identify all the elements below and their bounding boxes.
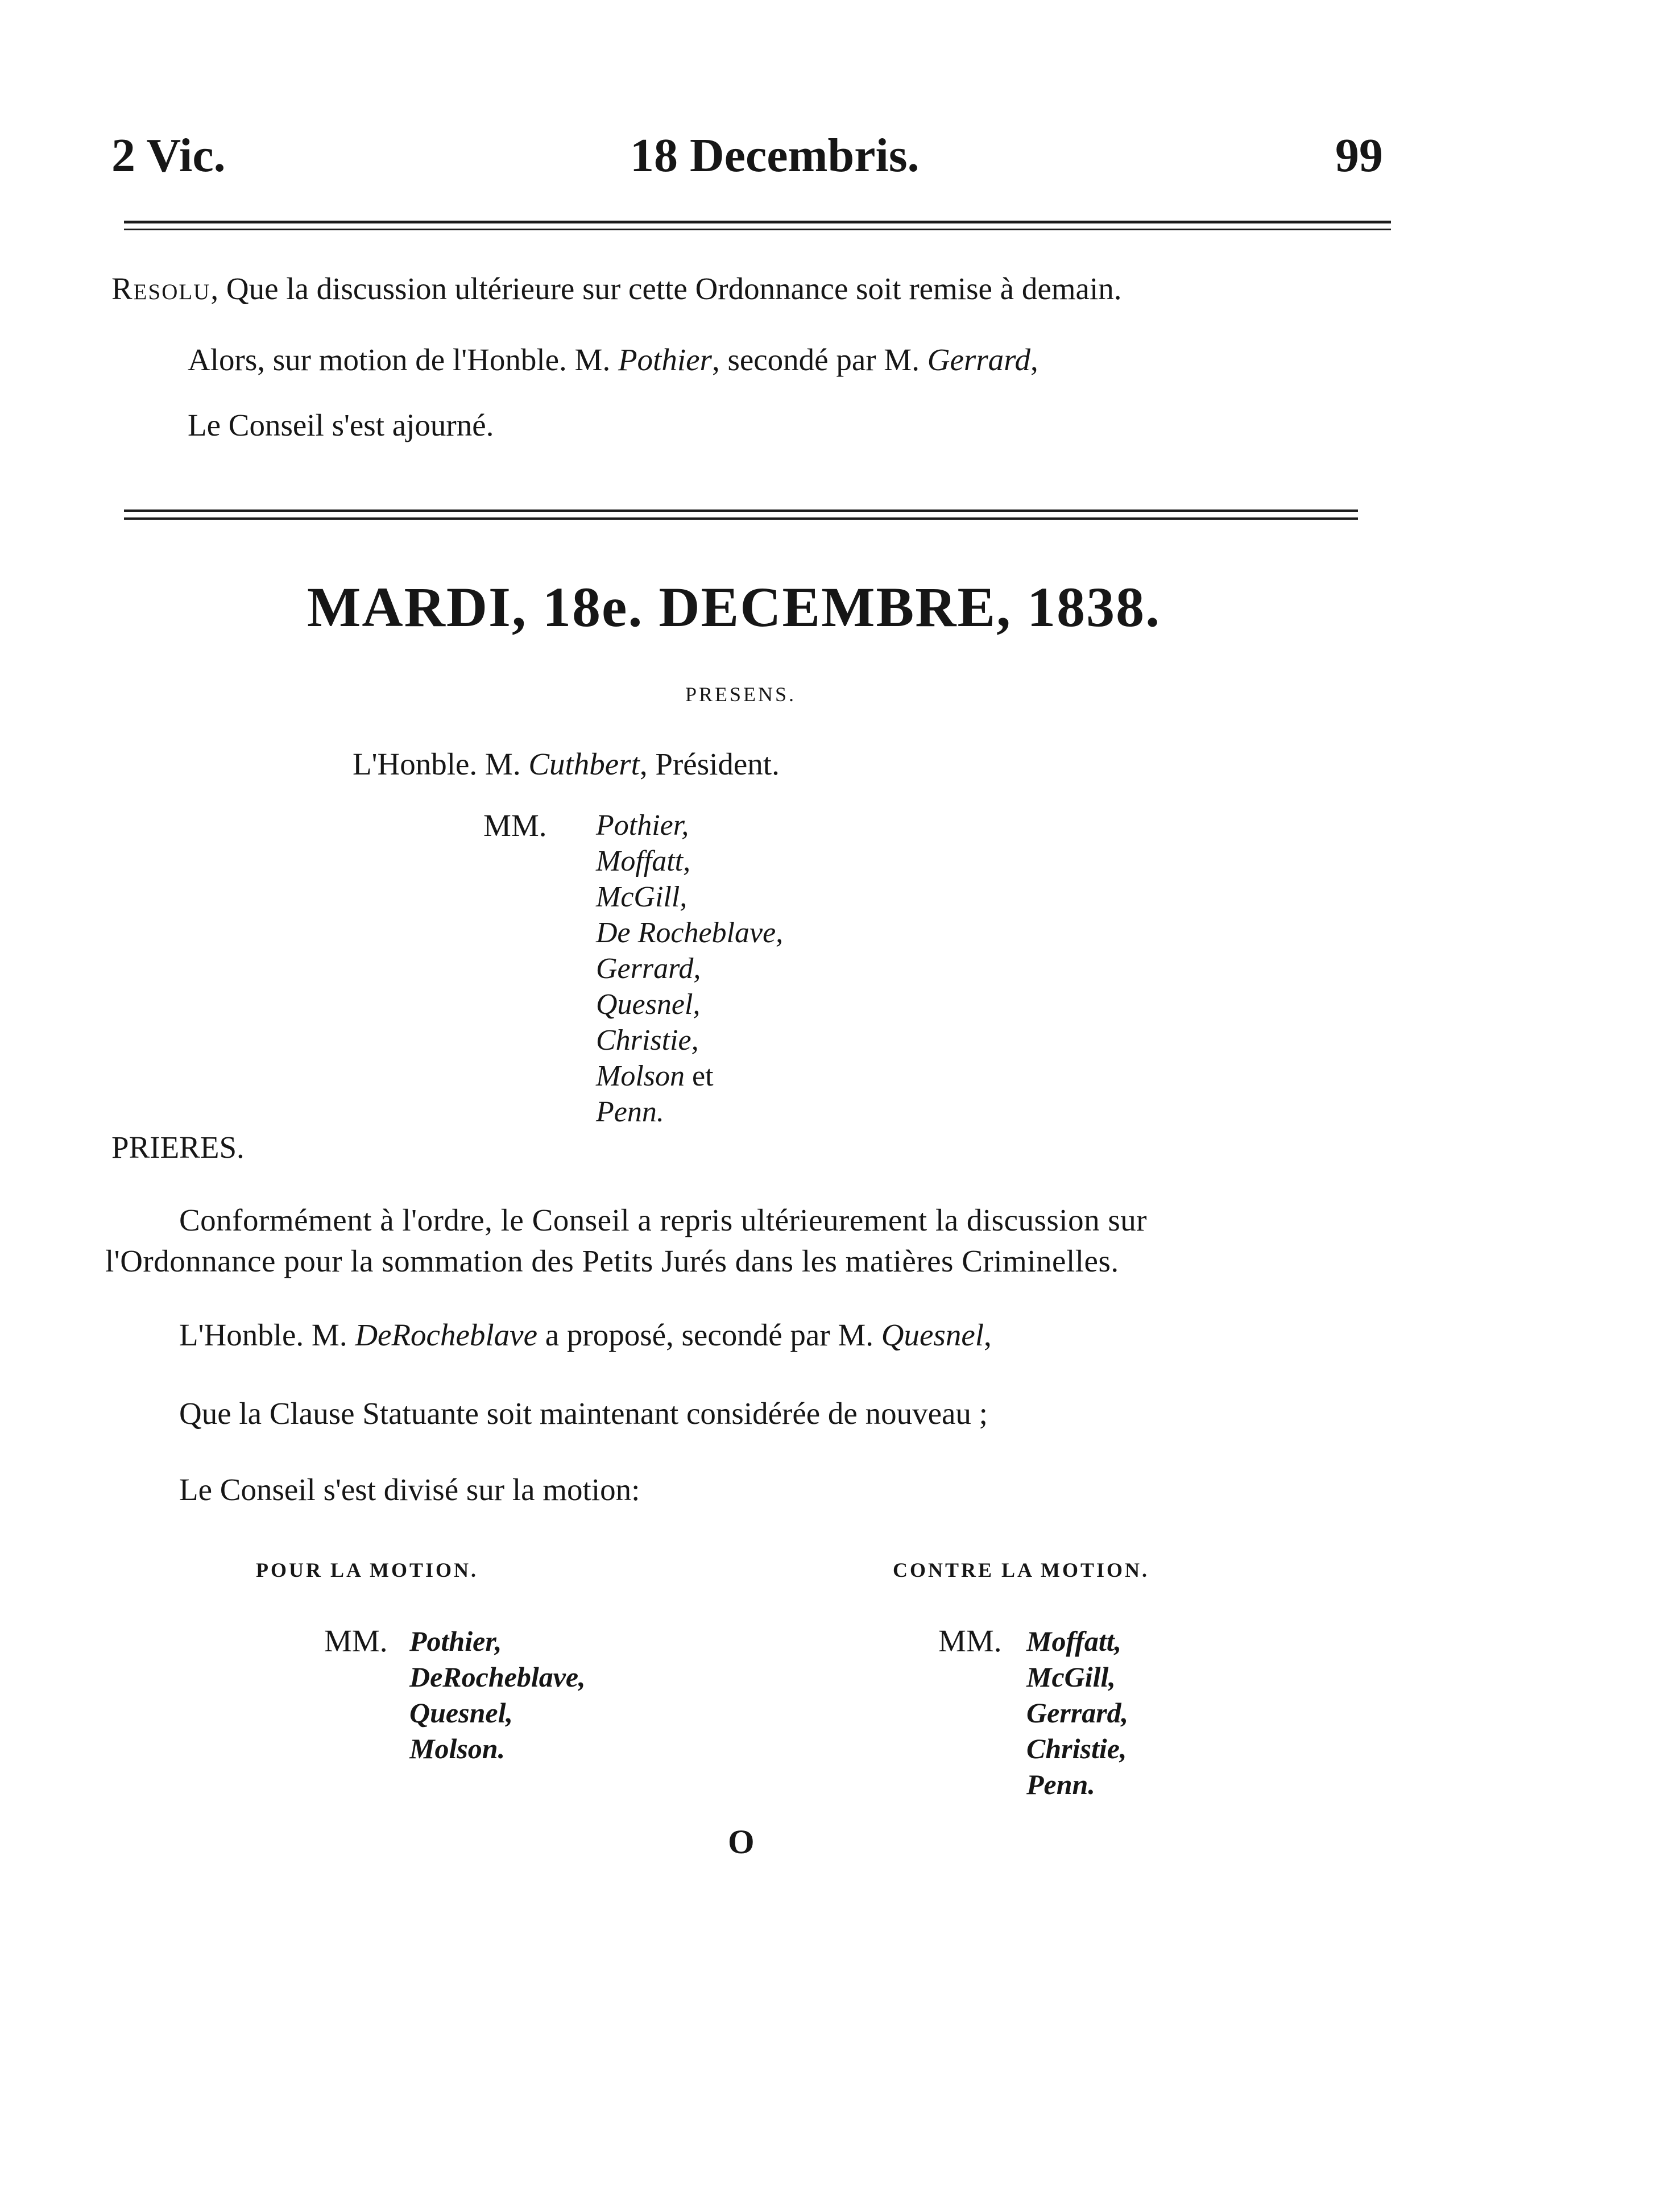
members-connector: et (692, 1060, 714, 1092)
paragraph-3: Que la Clause Statuante soit maintenant considérée de nouveau ; (179, 1396, 988, 1431)
paragraph-4: Le Conseil s'est divisé sur la motion: (179, 1472, 640, 1507)
president-title: , Président. (639, 747, 780, 781)
paragraph-1-line-2: l'Ordonnance pour la sommation des Petits Jurés dans les matières Criminelles. (105, 1244, 1119, 1278)
for-voter-name: Pothier, (409, 1625, 502, 1657)
against-voter-name: Gerrard, (1026, 1697, 1129, 1729)
member-name: De Rocheblave, (596, 917, 784, 949)
against-mm-label: MM. (938, 1623, 1002, 1658)
motion-line (188, 344, 1038, 375)
seconder-name: Gerrard (927, 342, 1031, 377)
member-name-molson: Molson (596, 1060, 685, 1092)
president-prefix: L'Honble. M. (353, 747, 521, 781)
for-motion-heading: POUR LA MOTION. (256, 1559, 479, 1581)
member-name: Christie, (596, 1024, 699, 1057)
against-voter-name: Moffatt, (1026, 1625, 1122, 1657)
against-motion-list (1026, 1623, 1128, 1803)
member-name: McGill, (596, 881, 688, 913)
resolved-text: , Que la discussion ultérieure sur cette Ordonnance soit remise à demain. (210, 271, 1122, 306)
header-date: 18 Decembris. (630, 129, 920, 182)
p2-prefix: L'Honble. M. (179, 1318, 347, 1352)
presens-label: PRESENS. (685, 683, 797, 706)
mover-name: Pothier (618, 342, 712, 377)
section-rule-bottom (124, 517, 1358, 520)
members-list (596, 807, 783, 1130)
member-name (596, 1058, 783, 1094)
paragraph-1-line-1: Conformément à l'ordre, le Conseil a repris ultérieurement la discussion sur (179, 1203, 1148, 1237)
member-name: Moffatt, (596, 845, 691, 877)
member-name: Pothier, (596, 809, 689, 842)
member-name: Gerrard, (596, 952, 701, 985)
day-heading: MARDI, 18e. DECEMBRE, 1838. (307, 575, 1161, 639)
p2-end: , (984, 1318, 992, 1352)
member-name: Penn. (596, 1096, 664, 1128)
seconded-by: , secondé par M. (711, 342, 920, 377)
header-regnal-year: 2 Vic. (111, 129, 226, 182)
for-voter-name: Quesnel, (409, 1697, 513, 1729)
members-mm-label: MM. (483, 808, 547, 843)
p2-seconder: Quesnel (881, 1318, 984, 1352)
member-name: Quesnel, (596, 988, 701, 1021)
header-rule-top (124, 221, 1391, 223)
president-name: Cuthbert (528, 747, 640, 781)
for-motion-list (409, 1623, 586, 1767)
against-voter-name: McGill, (1026, 1661, 1116, 1693)
section-rule-top (124, 509, 1358, 512)
resolved-label: Resolu (111, 271, 211, 306)
seconder-end: , (1030, 342, 1038, 377)
against-motion-heading: CONTRE LA MOTION. (893, 1559, 1150, 1581)
for-voter-name: Molson. (409, 1733, 506, 1764)
against-voter-name: Penn. (1026, 1768, 1095, 1800)
against-voter-name: Christie, (1026, 1733, 1127, 1764)
prieres-heading: PRIERES. (111, 1130, 245, 1165)
p2-mover: DeRocheblave (355, 1318, 537, 1352)
signature-mark: O (728, 1823, 755, 1861)
resolved-line (111, 273, 1121, 304)
p2-mid: a proposé, secondé par M. (537, 1318, 874, 1352)
motion-prefix: Alors, sur motion de l'Honble. M. (188, 342, 611, 377)
paragraph-2 (179, 1319, 992, 1351)
header-rule-bottom (124, 229, 1391, 230)
header-page-number: 99 (1335, 129, 1383, 182)
president-line (353, 748, 780, 780)
adjourned-line: Le Conseil s'est ajourné. (188, 408, 494, 442)
for-mm-label: MM. (324, 1623, 388, 1658)
for-voter-name: DeRocheblave, (409, 1661, 586, 1693)
